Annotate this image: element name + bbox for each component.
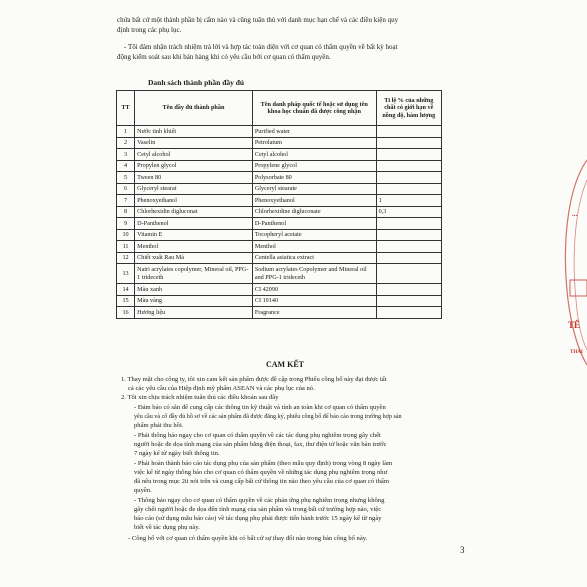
- camket-b3a: - Phải hoàn thành báo cáo tác dụng phụ của sản phẩm (theo mẫu quy định) trong vòng 8 ngày làm: [134, 460, 393, 467]
- camket-b3b: việc kể từ ngày thông báo cho cơ quan có thẩm quyền về những tác dụng phụ nghiêm trọng như: [134, 469, 388, 476]
- camket-b2b: người hoặc đe dọa tính mạng của sản phẩm bằng điện thoại, fax, thư điện tử hoặc văn bản trước: [134, 441, 387, 448]
- cell-inci: Purified water: [252, 126, 376, 138]
- stamp-text-2: ...: [572, 210, 578, 218]
- cell-pct: 1: [376, 195, 441, 207]
- cell-tt: 2: [117, 137, 135, 149]
- cell-pct: [376, 172, 441, 184]
- cell-name: Glyceryl stearat: [135, 183, 253, 195]
- camket-b3c: đã nêu trong mục 2ii nói trên và cung cấp bất cứ thông tin nào theo yêu cầu của cơ quan có thẩm: [134, 478, 389, 485]
- camket-b4c: báo cáo (sử dụng mẫu báo cáo) về tác dụng phụ phải được tiến hành trước 15 ngày kể từ ngày: [134, 515, 382, 522]
- cell-inci: Centella asiatica extract: [252, 252, 376, 264]
- page-number: 3: [460, 545, 465, 555]
- table-header-row: [117, 91, 442, 126]
- cell-pct: [376, 284, 441, 296]
- cell-tt: 3: [117, 149, 135, 161]
- cell-name: Menthol: [135, 241, 253, 253]
- cell-pct: [376, 126, 441, 138]
- cell-pct: [376, 295, 441, 307]
- cell-inci: Menthol: [252, 241, 376, 253]
- cell-tt: 16: [117, 307, 135, 319]
- cell-tt: 14: [117, 284, 135, 296]
- cell-tt: 10: [117, 229, 135, 241]
- table-row: [117, 149, 442, 161]
- intro-line-1: chứa bất cứ một thành phần bị cấm nào và cũng tuân thủ với danh mục hạn chế và các điều kiện quy: [117, 16, 399, 24]
- cell-inci: Glyceryl stearate: [252, 183, 376, 195]
- table-row: [117, 206, 442, 218]
- header-pct: Tỉ lệ % của những chất có giới hạn về nồng độ, hàm lượng: [376, 91, 441, 126]
- cell-name: Phenoxyethanol: [135, 195, 253, 207]
- table-body: [117, 126, 442, 319]
- cell-tt: 12: [117, 252, 135, 264]
- cell-inci: Polysorbate 80: [252, 172, 376, 184]
- cell-name: Nước tinh khiết: [135, 126, 253, 138]
- camket-b4b: gây chết người hoặc đe dọa đến tính mạng của sản phẩm và trong bất cứ trường hợp nào, việc: [134, 506, 382, 513]
- table-row: [117, 160, 442, 172]
- cell-pct: [376, 149, 441, 161]
- table-row: [117, 137, 442, 149]
- cell-pct: [376, 160, 441, 172]
- cell-name: Cetyl alcohol: [135, 149, 253, 161]
- camket-b2c: 7 ngày kể từ ngày biết thông tin.: [134, 450, 220, 457]
- cell-pct: [376, 218, 441, 230]
- camket-b4d: biết về tác dụng phụ này.: [134, 524, 200, 531]
- table-row: [117, 307, 442, 319]
- camket-p2: 2. Tôi xin chịu trách nhiệm tuân thủ các điều khoản sau đây: [121, 394, 279, 401]
- cell-inci: Sodium acrylates Copolymer and Mineral oil and PPG-1 trideceth: [252, 264, 376, 284]
- cell-inci: Chlorhexidine digluconate: [252, 206, 376, 218]
- cell-pct: [376, 229, 441, 241]
- cell-inci: CI 19140: [252, 295, 376, 307]
- table-row: [117, 218, 442, 230]
- intro-line-3: - Tôi đảm nhận trách nhiệm trả lời và hợp tác toàn diện với cơ quan có thẩm quyền về bất kỳ hoạt: [124, 43, 398, 51]
- cell-inci: Tocopheryl acetate: [252, 229, 376, 241]
- cell-tt: 6: [117, 183, 135, 195]
- cell-tt: 4: [117, 160, 135, 172]
- cell-tt: 8: [117, 206, 135, 218]
- intro-line-4: động kiểm soát sau khi bán hàng khi có yêu cầu bởi cơ quan có thẩm quyền.: [117, 53, 331, 61]
- cell-pct: [376, 264, 441, 284]
- cell-name: Chlorhexidin digluconat: [135, 206, 253, 218]
- table-row: [117, 295, 442, 307]
- cell-tt: 1: [117, 126, 135, 138]
- camket-p1a: 1. Thay mặt cho công ty, tôi xin cam kết sản phẩm được đề cập trong Phiếu công bố này đạt được tất: [121, 376, 387, 383]
- cell-name: Màu xanh: [135, 284, 253, 296]
- cell-inci: Phenoxyethanol: [252, 195, 376, 207]
- cell-tt: 13: [117, 264, 135, 284]
- cell-name: Vaselin: [135, 137, 253, 149]
- cell-name: Tween 80: [135, 172, 253, 184]
- header-inci: Tên danh pháp quốc tế hoặc sử dụng tên khoa học chuẩn đã được công nhận: [252, 91, 376, 126]
- red-stamp: [548, 150, 587, 370]
- cell-inci: CI 42090: [252, 284, 376, 296]
- cell-pct: [376, 241, 441, 253]
- cell-name: Propylen glycol: [135, 160, 253, 172]
- cell-name: Natri acrylates copolymer, Mineral oil, PPG-1 trideceth: [135, 264, 253, 284]
- table-row: [117, 183, 442, 195]
- stamp-text-3: THÁI: [570, 350, 583, 355]
- table-row: [117, 241, 442, 253]
- cell-name: Màu vàng: [135, 295, 253, 307]
- camket-title: CAM KẾT: [266, 360, 304, 369]
- camket-b5: - Công bố với cơ quan có thẩm quyền khi có bất cứ sự thay đổi nào trong bản công bố này.: [128, 535, 368, 542]
- intro-line-2: định trong các phụ lục.: [117, 26, 182, 34]
- camket-b2a: - Phải thông báo ngay cho cơ quan có thẩm quyền về các tác dụng phụ nghiêm trọng gây chết: [134, 432, 381, 439]
- cell-tt: 15: [117, 295, 135, 307]
- cell-tt: 9: [117, 218, 135, 230]
- cell-tt: 7: [117, 195, 135, 207]
- cell-pct: 0,3: [376, 206, 441, 218]
- cell-name: Chiết xuất Rau Má: [135, 252, 253, 264]
- stamp-text-1: TÊ: [568, 320, 581, 330]
- ingredients-table: [116, 90, 442, 319]
- header-tt: TT: [117, 91, 135, 126]
- cell-inci: Propylene glycol: [252, 160, 376, 172]
- cell-tt: 11: [117, 241, 135, 253]
- cell-inci: Petrolatum: [252, 137, 376, 149]
- cell-inci: Fragrance: [252, 307, 376, 319]
- table-row: [117, 284, 442, 296]
- cell-inci: Cetyl alcohol: [252, 149, 376, 161]
- cell-pct: [376, 137, 441, 149]
- camket-b4a: - Thông báo ngay cho cơ quan có thẩm quyền về các phản ứng phụ nghiêm trọng nhưng không: [134, 497, 385, 504]
- header-name: Tên đầy đủ thành phần: [135, 91, 253, 126]
- table-row: [117, 126, 442, 138]
- camket-b1a: - Đảm bảo có sẵn để cung cấp các thông tin kỹ thuật và tính an toàn khi cơ quan có thẩm quyền: [134, 404, 386, 411]
- camket-b1c: phẩm phải thu hồi.: [134, 422, 184, 429]
- table-row: [117, 195, 442, 207]
- table-row: [117, 264, 442, 284]
- cell-pct: [376, 183, 441, 195]
- table-row: [117, 172, 442, 184]
- camket-b3d: quyền.: [134, 487, 152, 494]
- cell-name: Hương liệu: [135, 307, 253, 319]
- table-row: [117, 229, 442, 241]
- cell-inci: D-Panthenol: [252, 218, 376, 230]
- cell-name: D-Panthenol: [135, 218, 253, 230]
- camket-b1b: yêu cầu và cố đầy đủ hồ sơ về các sản phẩm đã được đăng ký, phiếu công bố để báo cáo trong trường hợp sản: [134, 414, 402, 420]
- cell-pct: [376, 252, 441, 264]
- table-row: [117, 252, 442, 264]
- cell-pct: [376, 307, 441, 319]
- cell-name: Vitamin E: [135, 229, 253, 241]
- cell-tt: 5: [117, 172, 135, 184]
- list-heading: Danh sách thành phần đầy đủ: [148, 78, 245, 87]
- camket-p1b: cả các yêu cầu của Hiệp định mỹ phẩm ASEAN và các phụ lục của nó.: [128, 385, 315, 392]
- stamp-arc-icon: [548, 150, 587, 370]
